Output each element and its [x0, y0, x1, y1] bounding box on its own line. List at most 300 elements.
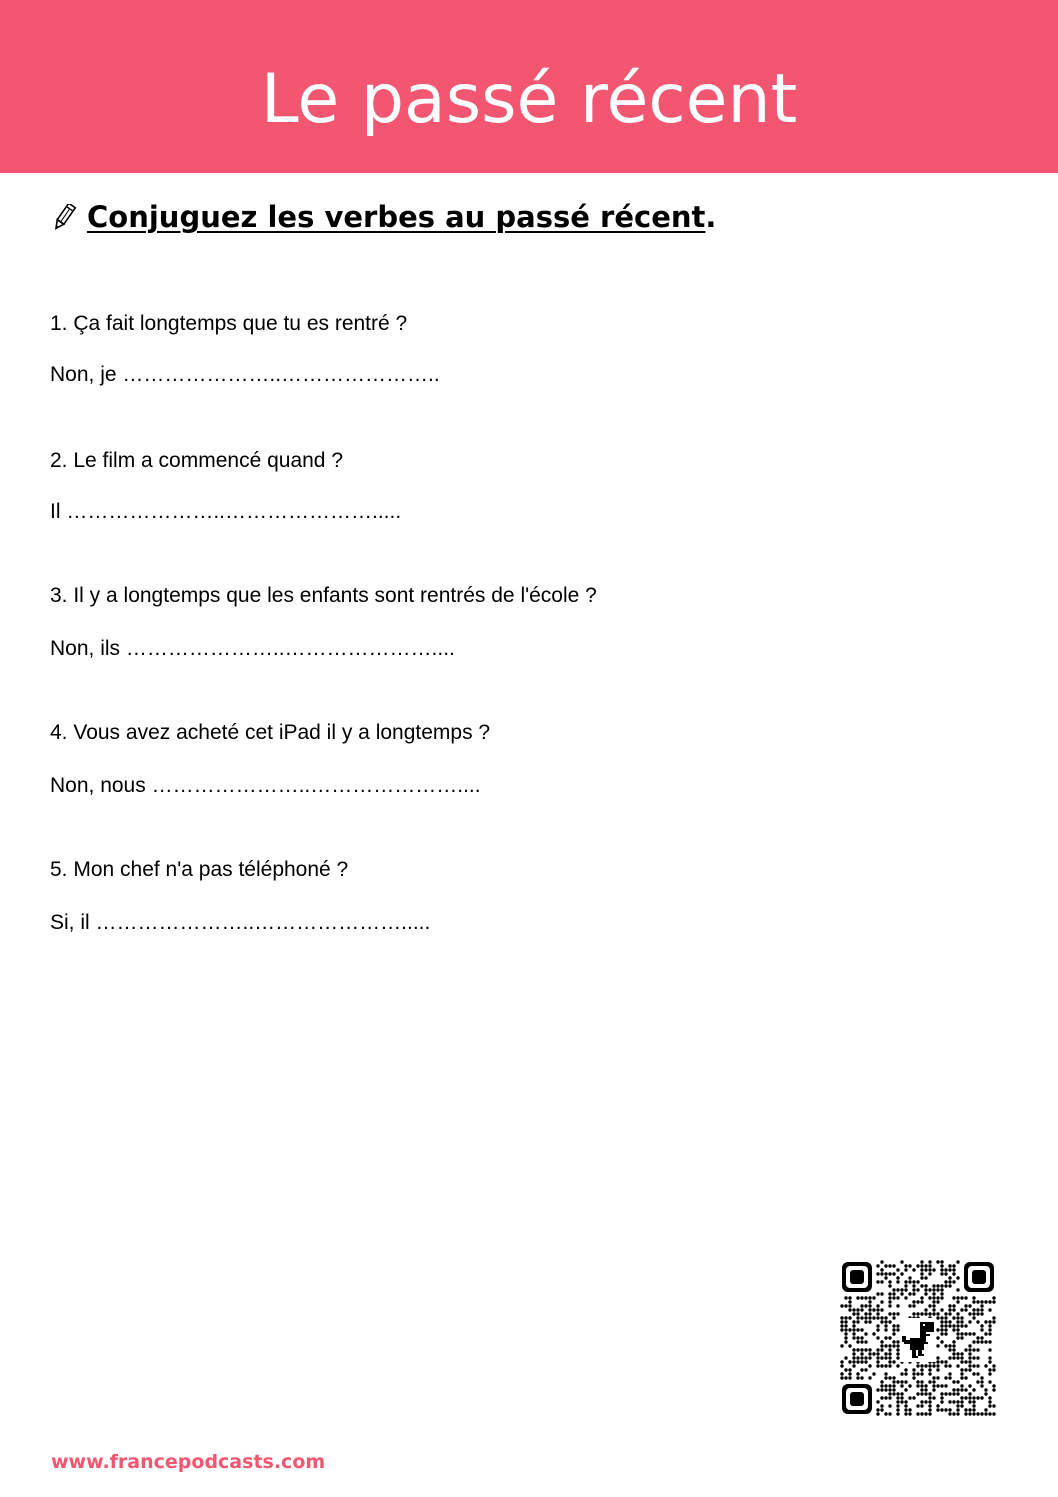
qr-module [888, 1404, 891, 1407]
qr-module [988, 1396, 991, 1399]
qr-module [896, 1304, 899, 1307]
qr-module [900, 1292, 903, 1295]
qr-module [884, 1320, 887, 1323]
qr-module [932, 1288, 935, 1291]
qr-module [840, 1324, 843, 1327]
qr-module [936, 1316, 939, 1319]
qr-module [844, 1332, 847, 1335]
qr-code[interactable] [840, 1260, 996, 1416]
qr-module [848, 1344, 851, 1347]
qr-module [876, 1400, 879, 1403]
qr-module [888, 1264, 891, 1267]
qr-module [932, 1376, 935, 1379]
qr-module [888, 1280, 891, 1283]
exercise-answer-5[interactable]: Si, il …………………..…………………..... [50, 911, 431, 934]
qr-module [852, 1364, 855, 1367]
qr-finder-top-right [964, 1262, 994, 1292]
qr-module [876, 1356, 879, 1359]
qr-module [896, 1280, 899, 1283]
qr-module [864, 1312, 867, 1315]
qr-module [948, 1280, 951, 1283]
qr-module [872, 1352, 875, 1355]
qr-module [960, 1308, 963, 1311]
qr-module [956, 1316, 959, 1319]
qr-module [884, 1316, 887, 1319]
qr-module [964, 1388, 967, 1391]
qr-module [960, 1320, 963, 1323]
qr-module [952, 1324, 955, 1327]
qr-module [896, 1356, 899, 1359]
qr-module [864, 1296, 867, 1299]
qr-module [912, 1292, 915, 1295]
qr-module [988, 1356, 991, 1359]
exercise-question-5: 5. Mon chef n'a pas téléphoné ? [50, 858, 349, 881]
qr-module [972, 1356, 975, 1359]
qr-module [920, 1380, 923, 1383]
qr-module [972, 1300, 975, 1303]
qr-module [952, 1268, 955, 1271]
qr-module [860, 1360, 863, 1363]
qr-module [844, 1316, 847, 1319]
qr-module [944, 1384, 947, 1387]
qr-module [972, 1372, 975, 1375]
qr-module [876, 1308, 879, 1311]
qr-finder-top-left [842, 1262, 872, 1292]
qr-module [880, 1408, 883, 1411]
qr-module [940, 1360, 943, 1363]
qr-module [856, 1296, 859, 1299]
qr-module [956, 1296, 959, 1299]
qr-module [904, 1380, 907, 1383]
qr-module [940, 1408, 943, 1411]
qr-module [936, 1368, 939, 1371]
qr-module [912, 1280, 915, 1283]
qr-module [976, 1364, 979, 1367]
qr-module [900, 1392, 903, 1395]
qr-module [896, 1396, 899, 1399]
qr-module [872, 1308, 875, 1311]
qr-module [888, 1388, 891, 1391]
qr-module [908, 1280, 911, 1283]
qr-module [928, 1296, 931, 1299]
qr-module [948, 1268, 951, 1271]
qr-module [888, 1356, 891, 1359]
qr-module [992, 1364, 995, 1367]
qr-module [884, 1388, 887, 1391]
qr-module [864, 1304, 867, 1307]
qr-module [856, 1372, 859, 1375]
qr-module [904, 1404, 907, 1407]
qr-module [864, 1356, 867, 1359]
qr-module [956, 1276, 959, 1279]
qr-module [860, 1304, 863, 1307]
qr-module [956, 1364, 959, 1367]
qr-module [864, 1368, 867, 1371]
qr-module [880, 1316, 883, 1319]
exercise-answer-4[interactable]: Non, nous …………………..………………….... [50, 774, 481, 797]
qr-module [856, 1336, 859, 1339]
qr-module [852, 1348, 855, 1351]
qr-module [988, 1412, 991, 1415]
qr-module [848, 1316, 851, 1319]
qr-module [920, 1400, 923, 1403]
qr-module [852, 1324, 855, 1327]
qr-module [892, 1384, 895, 1387]
qr-module [932, 1388, 935, 1391]
qr-module [980, 1384, 983, 1387]
qr-module [864, 1348, 867, 1351]
qr-module [880, 1272, 883, 1275]
qr-module [952, 1412, 955, 1415]
qr-module [960, 1388, 963, 1391]
qr-module [936, 1288, 939, 1291]
qr-module [892, 1324, 895, 1327]
qr-module [888, 1384, 891, 1387]
qr-module [916, 1404, 919, 1407]
qr-module [952, 1308, 955, 1311]
qr-module [840, 1344, 843, 1347]
qr-module [952, 1304, 955, 1307]
qr-module [868, 1308, 871, 1311]
qr-module [864, 1320, 867, 1323]
qr-module [884, 1336, 887, 1339]
qr-module [972, 1316, 975, 1319]
qr-module [992, 1300, 995, 1303]
qr-module [868, 1352, 871, 1355]
qr-module [956, 1356, 959, 1359]
qr-module [880, 1280, 883, 1283]
qr-module [968, 1396, 971, 1399]
qr-module [920, 1264, 923, 1267]
qr-module [964, 1360, 967, 1363]
qr-module [992, 1384, 995, 1387]
qr-module [892, 1296, 895, 1299]
instruction-period: . [705, 200, 717, 234]
qr-module [880, 1388, 883, 1391]
qr-module [932, 1300, 935, 1303]
qr-module [992, 1412, 995, 1415]
qr-module [888, 1312, 891, 1315]
qr-module [912, 1304, 915, 1307]
qr-module [960, 1376, 963, 1379]
qr-module [876, 1364, 879, 1367]
qr-module [980, 1304, 983, 1307]
qr-module [952, 1388, 955, 1391]
qr-module [920, 1368, 923, 1371]
qr-module [956, 1336, 959, 1339]
exercise-question-3: 3. Il y a longtemps que les enfants sont rentrés de l'école ? [50, 584, 597, 607]
qr-module [952, 1272, 955, 1275]
qr-module [960, 1404, 963, 1407]
qr-module [876, 1348, 879, 1351]
qr-module [904, 1412, 907, 1415]
qr-module [940, 1392, 943, 1395]
qr-module [848, 1368, 851, 1371]
qr-module [968, 1392, 971, 1395]
qr-module [920, 1372, 923, 1375]
qr-module [944, 1364, 947, 1367]
qr-module [868, 1376, 871, 1379]
qr-module [856, 1340, 859, 1343]
qr-module [992, 1296, 995, 1299]
qr-module [980, 1328, 983, 1331]
qr-module [972, 1396, 975, 1399]
qr-module [856, 1376, 859, 1379]
qr-module [920, 1412, 923, 1415]
qr-module [884, 1384, 887, 1387]
qr-module [872, 1372, 875, 1375]
qr-module [880, 1268, 883, 1271]
qr-module [940, 1260, 943, 1263]
qr-module [948, 1376, 951, 1379]
qr-module [964, 1368, 967, 1371]
qr-module [944, 1392, 947, 1395]
qr-module [976, 1356, 979, 1359]
qr-module [884, 1272, 887, 1275]
qr-module [860, 1348, 863, 1351]
qr-module [960, 1356, 963, 1359]
qr-module [908, 1412, 911, 1415]
qr-module [900, 1272, 903, 1275]
qr-module [932, 1312, 935, 1315]
qr-module [940, 1292, 943, 1295]
qr-module [872, 1332, 875, 1335]
qr-module [940, 1296, 943, 1299]
qr-module [852, 1320, 855, 1323]
qr-module [884, 1276, 887, 1279]
exercise-answer-1[interactable]: Non, je …………………..………………….. [50, 363, 440, 386]
qr-module [948, 1284, 951, 1287]
qr-module [924, 1412, 927, 1415]
qr-module [916, 1288, 919, 1291]
qr-module [880, 1356, 883, 1359]
pencil-icon [50, 204, 78, 230]
qr-module [904, 1400, 907, 1403]
qr-module [940, 1284, 943, 1287]
qr-module [892, 1288, 895, 1291]
qr-module [888, 1296, 891, 1299]
qr-module [936, 1296, 939, 1299]
qr-module [944, 1328, 947, 1331]
qr-module [976, 1412, 979, 1415]
qr-module [960, 1336, 963, 1339]
footer-website-link[interactable]: www.francepodcasts.com [51, 1451, 326, 1473]
qr-module [892, 1316, 895, 1319]
qr-module [888, 1348, 891, 1351]
qr-module [960, 1372, 963, 1375]
qr-module [980, 1380, 983, 1383]
qr-module [948, 1312, 951, 1315]
qr-module [840, 1360, 843, 1363]
qr-module [952, 1380, 955, 1383]
qr-module [968, 1344, 971, 1347]
qr-module [856, 1308, 859, 1311]
qr-module [964, 1308, 967, 1311]
qr-module [908, 1396, 911, 1399]
qr-module [980, 1340, 983, 1343]
dinosaur-icon [900, 1318, 936, 1362]
qr-module [932, 1308, 935, 1311]
qr-module [968, 1384, 971, 1387]
qr-module [888, 1284, 891, 1287]
qr-module [968, 1332, 971, 1335]
qr-module [952, 1344, 955, 1347]
qr-module [896, 1400, 899, 1403]
qr-module [980, 1324, 983, 1327]
qr-module [912, 1268, 915, 1271]
qr-module [972, 1388, 975, 1391]
exercise-answer-2[interactable]: Il …………………..…………………..... [50, 500, 402, 523]
qr-module [948, 1400, 951, 1403]
page-title: Le passé récent [260, 60, 798, 139]
qr-module [940, 1288, 943, 1291]
qr-module [944, 1280, 947, 1283]
qr-module [956, 1320, 959, 1323]
qr-module [960, 1332, 963, 1335]
qr-module [868, 1320, 871, 1323]
qr-module [904, 1296, 907, 1299]
qr-module [844, 1320, 847, 1323]
qr-module [880, 1320, 883, 1323]
qr-module [960, 1296, 963, 1299]
qr-module [980, 1376, 983, 1379]
qr-module [948, 1408, 951, 1411]
qr-module [964, 1376, 967, 1379]
qr-module [952, 1264, 955, 1267]
qr-module [888, 1360, 891, 1363]
qr-module [992, 1404, 995, 1407]
qr-module [956, 1332, 959, 1335]
qr-module [888, 1396, 891, 1399]
qr-module [884, 1328, 887, 1331]
qr-module [856, 1320, 859, 1323]
qr-module [984, 1332, 987, 1335]
qr-module [932, 1284, 935, 1287]
qr-module [944, 1312, 947, 1315]
qr-module [920, 1392, 923, 1395]
qr-module [876, 1336, 879, 1339]
qr-module [924, 1388, 927, 1391]
qr-module [944, 1344, 947, 1347]
qr-module [876, 1264, 879, 1267]
qr-module [876, 1316, 879, 1319]
qr-module [888, 1376, 891, 1379]
qr-module [980, 1308, 983, 1311]
qr-module [904, 1288, 907, 1291]
qr-module [924, 1384, 927, 1387]
qr-module [944, 1360, 947, 1363]
qr-module [964, 1348, 967, 1351]
qr-module [928, 1392, 931, 1395]
qr-module [896, 1364, 899, 1367]
qr-module [936, 1364, 939, 1367]
qr-module [988, 1320, 991, 1323]
qr-module [972, 1308, 975, 1311]
qr-module [888, 1304, 891, 1307]
qr-module [844, 1368, 847, 1371]
qr-module [952, 1392, 955, 1395]
qr-module [864, 1340, 867, 1343]
qr-module [976, 1308, 979, 1311]
qr-module [988, 1372, 991, 1375]
qr-module [856, 1312, 859, 1315]
qr-module [844, 1340, 847, 1343]
qr-module [916, 1264, 919, 1267]
qr-module [912, 1368, 915, 1371]
qr-module [876, 1292, 879, 1295]
qr-module [972, 1400, 975, 1403]
qr-module [956, 1328, 959, 1331]
qr-module [900, 1400, 903, 1403]
qr-module [992, 1316, 995, 1319]
qr-module [888, 1300, 891, 1303]
qr-module [904, 1368, 907, 1371]
qr-module [928, 1264, 931, 1267]
qr-module [924, 1364, 927, 1367]
qr-module [884, 1356, 887, 1359]
qr-module [956, 1324, 959, 1327]
qr-module [948, 1412, 951, 1415]
qr-module [936, 1384, 939, 1387]
qr-module [884, 1352, 887, 1355]
qr-module [972, 1340, 975, 1343]
qr-module [976, 1300, 979, 1303]
qr-module [860, 1352, 863, 1355]
qr-module [940, 1384, 943, 1387]
qr-module [884, 1344, 887, 1347]
qr-module [956, 1352, 959, 1355]
qr-module [976, 1340, 979, 1343]
qr-module [864, 1360, 867, 1363]
qr-module [988, 1404, 991, 1407]
qr-module [904, 1372, 907, 1375]
qr-module [860, 1376, 863, 1379]
qr-module [932, 1396, 935, 1399]
qr-module [944, 1332, 947, 1335]
qr-module [916, 1364, 919, 1367]
qr-module [904, 1280, 907, 1283]
qr-module [920, 1404, 923, 1407]
qr-module [840, 1372, 843, 1375]
qr-module [860, 1328, 863, 1331]
qr-module [948, 1264, 951, 1267]
exercise-answer-3[interactable]: Non, ils …………………..………………….... [50, 637, 455, 660]
qr-module [980, 1312, 983, 1315]
qr-module [928, 1400, 931, 1403]
qr-module [880, 1308, 883, 1311]
qr-module [884, 1372, 887, 1375]
qr-module [988, 1400, 991, 1403]
qr-module [972, 1312, 975, 1315]
qr-module [844, 1328, 847, 1331]
qr-module [880, 1260, 883, 1263]
qr-module [992, 1388, 995, 1391]
qr-module [924, 1292, 927, 1295]
qr-module [876, 1272, 879, 1275]
qr-module [876, 1328, 879, 1331]
qr-module [980, 1300, 983, 1303]
qr-module [976, 1312, 979, 1315]
qr-module [868, 1312, 871, 1315]
qr-module [908, 1384, 911, 1387]
qr-module [852, 1352, 855, 1355]
qr-module [928, 1260, 931, 1263]
qr-finder-bottom-left [842, 1384, 872, 1414]
qr-module [984, 1320, 987, 1323]
qr-module [984, 1408, 987, 1411]
qr-module [848, 1376, 851, 1379]
qr-module [896, 1344, 899, 1347]
